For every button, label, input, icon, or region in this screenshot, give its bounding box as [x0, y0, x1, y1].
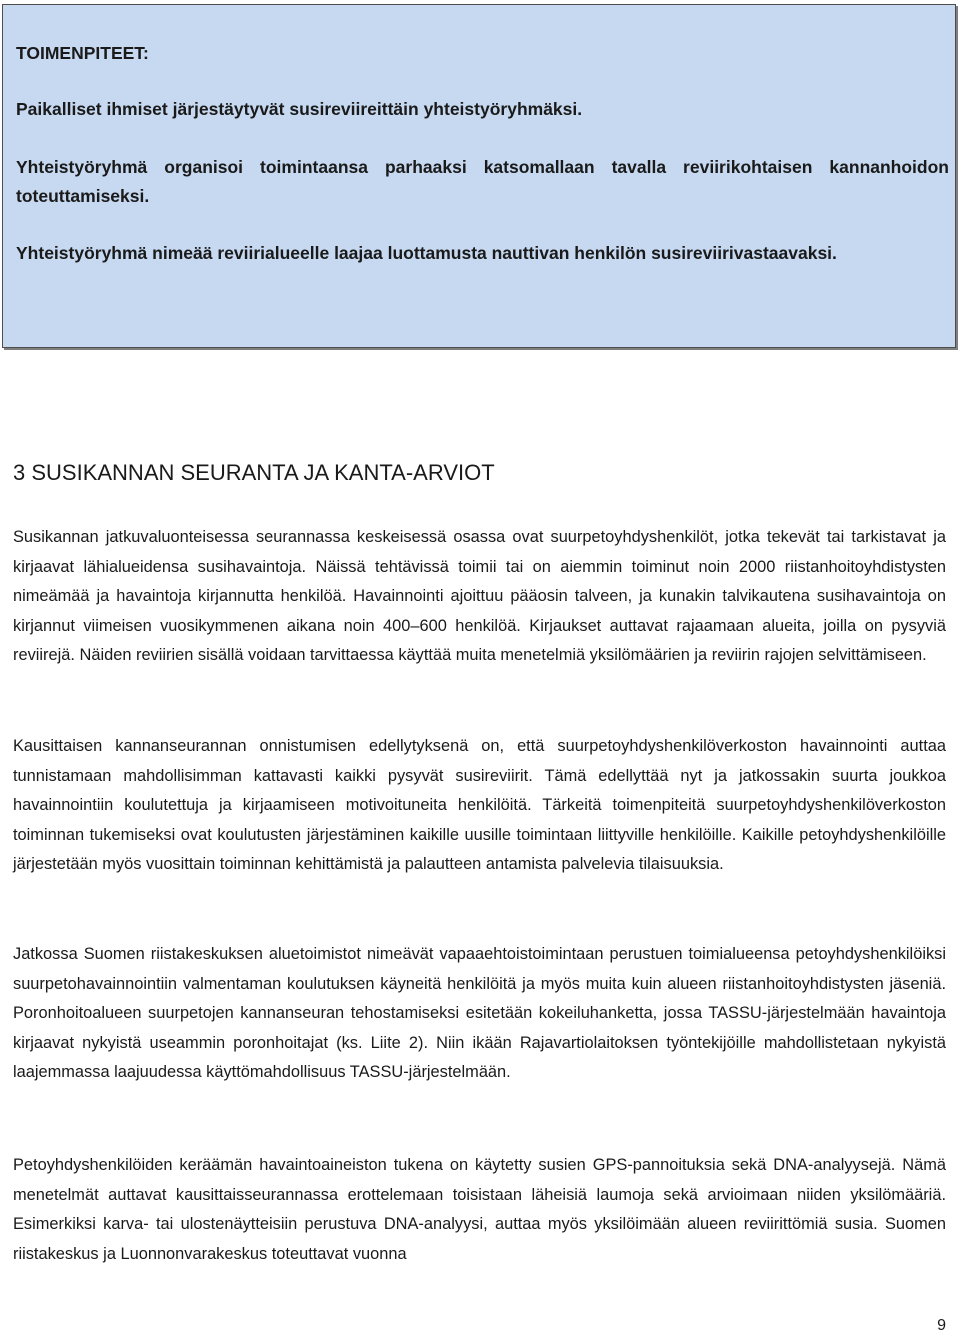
body-paragraph: Jatkossa Suomen riistakeskuksen aluetoimistot nimeävät vapaaehtoistoimintaan perustuen toimialueensa petoyhdyshenkilöiksi suurpetohavainnointiin valmentaman koulutuksen käyneitä henkilöitä ja myös muita kuin alueen riistanhoitoyhdistysten jäseniä. Poronhoitoalueen suurpetojen kannanseuran tehostamiseksi esitetään kokeiluhanketta, jossa TASSU-järjestelmään havaintoja kirjaavat nykyistä useammin poronhoitajat (ks. Liite 2). Niin ikään Rajavartiolaitoksen työntekijöille mahdollistetaan nykyistä laajemmassa laajuudessa käyttömahdollisuus TASSU-järjestelmään. — [13, 945, 946, 1082]
body-paragraph: Petoyhdyshenkilöiden keräämän havaintoaineiston tukena on käytetty susien GPS-pannoituksia sekä DNA-analyysejä. Nämä menetelmät auttavat kausittaisseurannassa erottelemaan toisistaan läheisiä laumoja sekä arvioimaan niiden yksilömääriä. Esimerkiksi karva- tai ulostenäytteisiin perustuva DNA-analyysi, auttaa myös yksilöimään alueen reviirittömiä susia. Suomen riistakeskus ja Luonnonvarakeskus toteuttavat vuonna — [13, 1156, 946, 1263]
body-paragraph: Kausittaisen kannanseurannan onnistumisen edellytyksenä on, että suurpetoyhdyshenkilöverkoston havainnointi auttaa tunnistamaan mahdollisimman kattavasti kaikki pysyvät susireviirit. Tämä edellyttää nyt ja jatkossakin suurta joukkoa havainnointiin koulutettuja ja kirjaamiseen motivoituneita henkilöitä. Tärkeitä toimenpiteitä suurpetoyhdyshenkilöverkoston toiminnan tukemiseksi ovat koulutusten järjestäminen kaikille uusille toimintaan liittyville henkilöille. Kaikille petoyhdyshenkilöille järjestetään myös vuosittain toiminnan kehittämistä ja palautteen antamista palvelevia tilaisuuksia. — [13, 737, 946, 874]
action-item: Yhteistyöryhmä nimeää reviirialueelle laajaa luottamusta nauttivan henkilön susireviirivastaavaksi. — [16, 243, 837, 263]
action-box — [2, 4, 956, 348]
section-heading: 3 SUSIKANNAN SEURANTA JA KANTA-ARVIOT — [13, 460, 495, 485]
action-item: Paikalliset ihmiset järjestäytyvät susireviireittäin yhteistyöryhmäksi. — [16, 99, 583, 119]
action-box-title: TOIMENPITEET: — [16, 43, 149, 63]
body-paragraph: Susikannan jatkuvaluonteisessa seurannassa keskeisessä osassa ovat suurpetoyhdyshenkilöt, jotka tekevät tai tarkistavat ja kirjaavat lähialueidensa susihavaintoja. Näissä tehtävissä toimii tai on aiemmin toiminut noin 2000 riistanhoitoyhdistysten nimeämää ja havaintoja kirjannutta henkilöä. Havainnointi ajoittuu pääosin talveen, ja kunakin talvikautena susihavaintoja on kirjannut viimeisen vuosikymmenen aikana noin 400–600 henkilöä. Kirjaukset auttavat rajaamaan alueita, joilla on pysyviä reviirejä. Näiden reviirien sisällä voidaan tarvittaessa käyttää muita menetelmiä yksilömäärien ja reviirin rajojen selvittämiseen. — [13, 528, 946, 665]
action-item: Yhteistyöryhmä organisoi toimintaansa parhaaksi katsomallaan tavalla reviirikohtaisen kannanhoidon toteuttamiseksi. — [16, 157, 949, 206]
page-number: 9 — [937, 1317, 946, 1334]
